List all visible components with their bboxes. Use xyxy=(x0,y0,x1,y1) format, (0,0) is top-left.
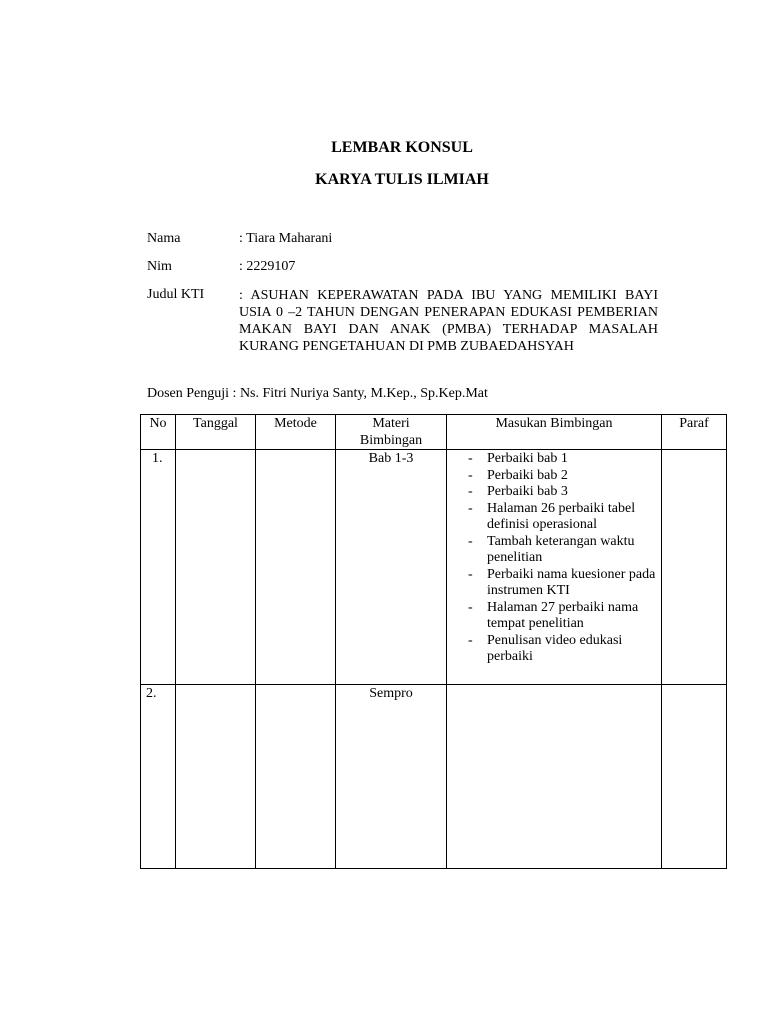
nama-value: : Tiara Maharani xyxy=(239,231,333,246)
nim-label: Nim xyxy=(147,259,172,274)
header-no: No xyxy=(141,415,176,450)
row-materi: Bab 1-3 xyxy=(336,450,447,685)
nama-label: Nama xyxy=(147,231,181,246)
table-row xyxy=(141,450,727,685)
row-masukan xyxy=(447,450,662,685)
list-item: - Perbaiki bab 1 xyxy=(487,451,657,468)
list-item: - Perbaiki nama kuesioner pada instrumen KTI xyxy=(487,567,657,600)
row-masukan xyxy=(447,685,662,869)
row-tanggal xyxy=(176,450,256,685)
table-row xyxy=(141,685,727,869)
judul-value: : ASUHAN KEPERAWATAN PADA IBU YANG MEMILIKI BAYI USIA 0 –2 TAHUN DENGAN PENERAPAN EDUKASI PEMBERIAN MAKAN BAYI DAN ANAK (PMBA) TERHADAP MASALAH KURANG PENGETAHUAN DI PMB ZUBAEDAHSYAH xyxy=(239,288,658,354)
nim-value: : 2229107 xyxy=(239,259,296,274)
document-subtitle: KARYA TULIS ILMIAH xyxy=(315,171,489,188)
document-title: LEMBAR KONSUL xyxy=(331,139,473,156)
row-no: 1. xyxy=(141,450,176,685)
masukan-list xyxy=(451,451,657,666)
list-item: - Halaman 27 perbaiki nama tempat penelitian xyxy=(487,600,657,633)
row-paraf xyxy=(662,450,727,685)
list-item: - Tambah keterangan waktu penelitian xyxy=(487,534,657,567)
konsul-table xyxy=(140,414,727,869)
header-materi: Materi Bimbingan xyxy=(336,415,447,450)
dosen-penguji: Dosen Penguji : Ns. Fitri Nuriya Santy, M.Kep., Sp.Kep.Mat xyxy=(147,386,488,401)
judul-label: Judul KTI xyxy=(147,287,205,302)
row-metode xyxy=(256,685,336,869)
row-tanggal xyxy=(176,685,256,869)
header-tanggal: Tanggal xyxy=(176,415,256,450)
row-paraf xyxy=(662,685,727,869)
row-metode xyxy=(256,450,336,685)
row-materi: Sempro xyxy=(336,685,447,869)
list-item: - Perbaiki bab 3 xyxy=(487,484,657,501)
row-no: 2. xyxy=(141,685,176,869)
header-metode: Metode xyxy=(256,415,336,450)
list-item: - Perbaiki bab 2 xyxy=(487,468,657,485)
header-masukan: Masukan Bimbingan xyxy=(447,415,662,450)
list-item: - Penulisan video edukasi perbaiki xyxy=(487,633,657,666)
table-header-row xyxy=(141,415,727,450)
list-item: - Halaman 26 perbaiki tabel definisi operasional xyxy=(487,501,657,534)
header-paraf: Paraf xyxy=(662,415,727,450)
